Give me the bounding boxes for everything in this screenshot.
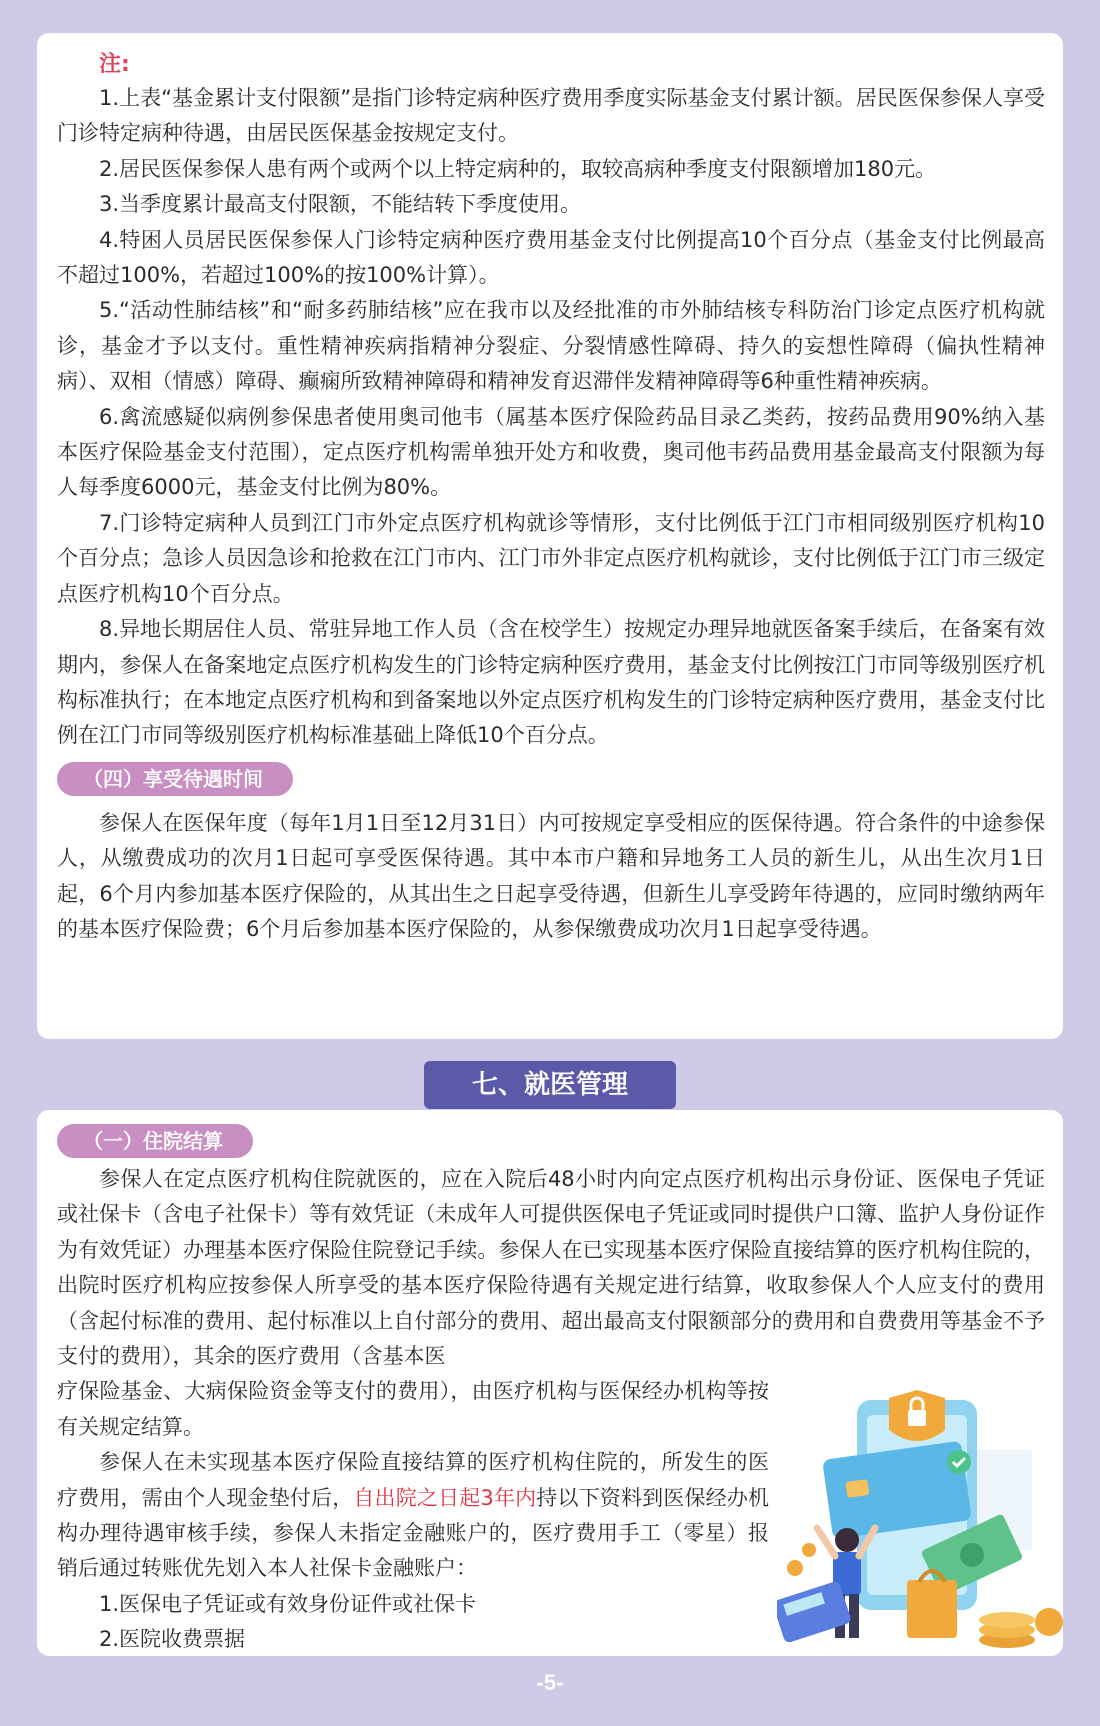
para2-text-end: 持以下资料到医保经办机构办理待遇审核手续，参保人未指定金融账户的，医疗费用手工（零星）报销后通过转账优先划入本人社保卡金融账户： [57, 1485, 770, 1581]
note-item-3: 3.当季度累计最高支付限额，不能结转下季度使用。 [99, 192, 582, 217]
medical-management-card [37, 1110, 1063, 1656]
settlement-paragraph-1-cont: 疗保险基金、大病保险资金等支付的费用），由医疗机构与医保经办机构等按有关规定结算。 [57, 1379, 769, 1439]
section-heading-hospital-settlement: （一）住院结算 [57, 1124, 253, 1158]
note-item-7: 7.门诊特定病种人员到江门市外定点医疗机构就诊等情形，支付比例低于江门市相同级别医疗机构10个百分点；急诊人员因急诊和抢救在江门市内、江门市外非定点医疗机构就诊，支付比例低于江门市三级定点医疗机构10个百分点。 [57, 510, 1045, 606]
note-item-2: 2.居民医保参保人患有两个或两个以上特定病种的，取较高病种季度支付限额增加180元。 [99, 156, 937, 181]
settlement-paragraph-1: 参保人在定点医疗机构住院就医的，应在入院后48小时内向定点医疗机构出示身份证、医保电子凭证或社保卡（含电子社保卡）等有效凭证（未成年人可提供医保电子凭证或同时提供户口簿、监护人身份证作为有效凭证）办理基本医疗保险住院登记手续。参保人在已实现基本医疗保险直接结算的医疗机构住院的，出院时医疗机构应按参保人所享受的基本医疗保险待遇有关规定进行结算，收取参保人个人应支付的费用（含起付标准的费用、起付标准以上自付部分的费用、超出最高支付限额部分的费用和自费费用等基金不予支付的费用），其余的医疗费用（含基本医 [57, 1167, 1045, 1369]
page-number: -5- [536, 1670, 564, 1695]
note-item-8: 8.异地长期居住人员、常驻异地工作人员（含在校学生）按规定办理异地就医备案手续后，在备案有效期内，参保人在备案地定点医疗机构发生的门诊特定病种医疗费用，基金支付比例按江门市同等级别医疗机构标准执行；在本地定点医疗机构和到备案地以外定点医疗机构发生的门诊特定病种医疗费用，基金支付比例在江门市同等级别医疗机构标准基础上降低10个百分点。 [57, 617, 1045, 748]
notes-card [37, 33, 1063, 1039]
note-title: 注: [99, 52, 130, 77]
settlement-paragraph-2 [57, 1445, 769, 1587]
deadline-highlight: 自出院之日起3年内 [353, 1485, 537, 1510]
document-list-item-1: 1.医保电子凭证或有效身份证件或社保卡 [99, 1591, 477, 1616]
note-item-4: 4.特困人员居民医保参保人门诊特定病种医疗费用基金支付比例提高10个百分点（基金支付比例最高不超过100%，若超过100%的按100%计算）。 [57, 227, 1045, 288]
document-list-item-2: 2.医院收费票据 [99, 1627, 246, 1652]
note-item-5: 5.“活动性肺结核”和“耐多药肺结核”应在我市以及经批准的市外肺结核专科防治门诊定点医疗机构就诊，基金才予以支付。重性精神疾病指精神分裂症、分裂情感性障碍、持久的妄想性障碍（偏执性精神病）、双相（情感）障碍、癫痫所致精神障碍和精神发育迟滞伴发精神障碍等6种重性精神疾病。 [57, 298, 1045, 394]
benefit-time-body: 参保人在医保年度（每年1月1日至12月31日）内可按规定享受相应的医保待遇。符合条件的中途参保人，从缴费成功的次月1日起可享受医保待遇。其中本市户籍和异地务工人员的新生儿，从出生次月1日起，6个月内参加基本医疗保险的，从其出生之日起享受待遇，但新生儿享受跨年待遇的，应同时缴纳两年的基本医疗保险费；6个月后参加基本医疗保险的，从参保缴费成功次月1日起享受待遇。 [57, 810, 1045, 941]
note-item-1: 1.上表“基金累计支付限额”是指门诊特定病种医疗费用季度实际基金支付累计额。居民医保参保人享受门诊特定病种待遇，由居民医保基金按规定支付。 [57, 86, 1045, 146]
note-item-6: 6.禽流感疑似病例参保患者使用奥司他韦（属基本医疗保险药品目录乙类药，按药品费用90%纳入基本医疗保险基金支付范围），定点医疗机构需单独开处方和收费，奥司他韦药品费用基金最高支付限额为每人每季度6000元，基金支付比例为80%。 [57, 404, 1045, 500]
section-heading-benefit-time: （四）享受待遇时间 [57, 762, 293, 796]
payment-illustration [777, 1390, 1077, 1650]
chapter-title: 七、就医管理 [424, 1061, 676, 1109]
para2-text-start: 参保人在未实现基本医疗保险直接结算的医疗机构住院的，所发生的医疗费用，需由个人现金垫付后， [57, 1450, 769, 1510]
